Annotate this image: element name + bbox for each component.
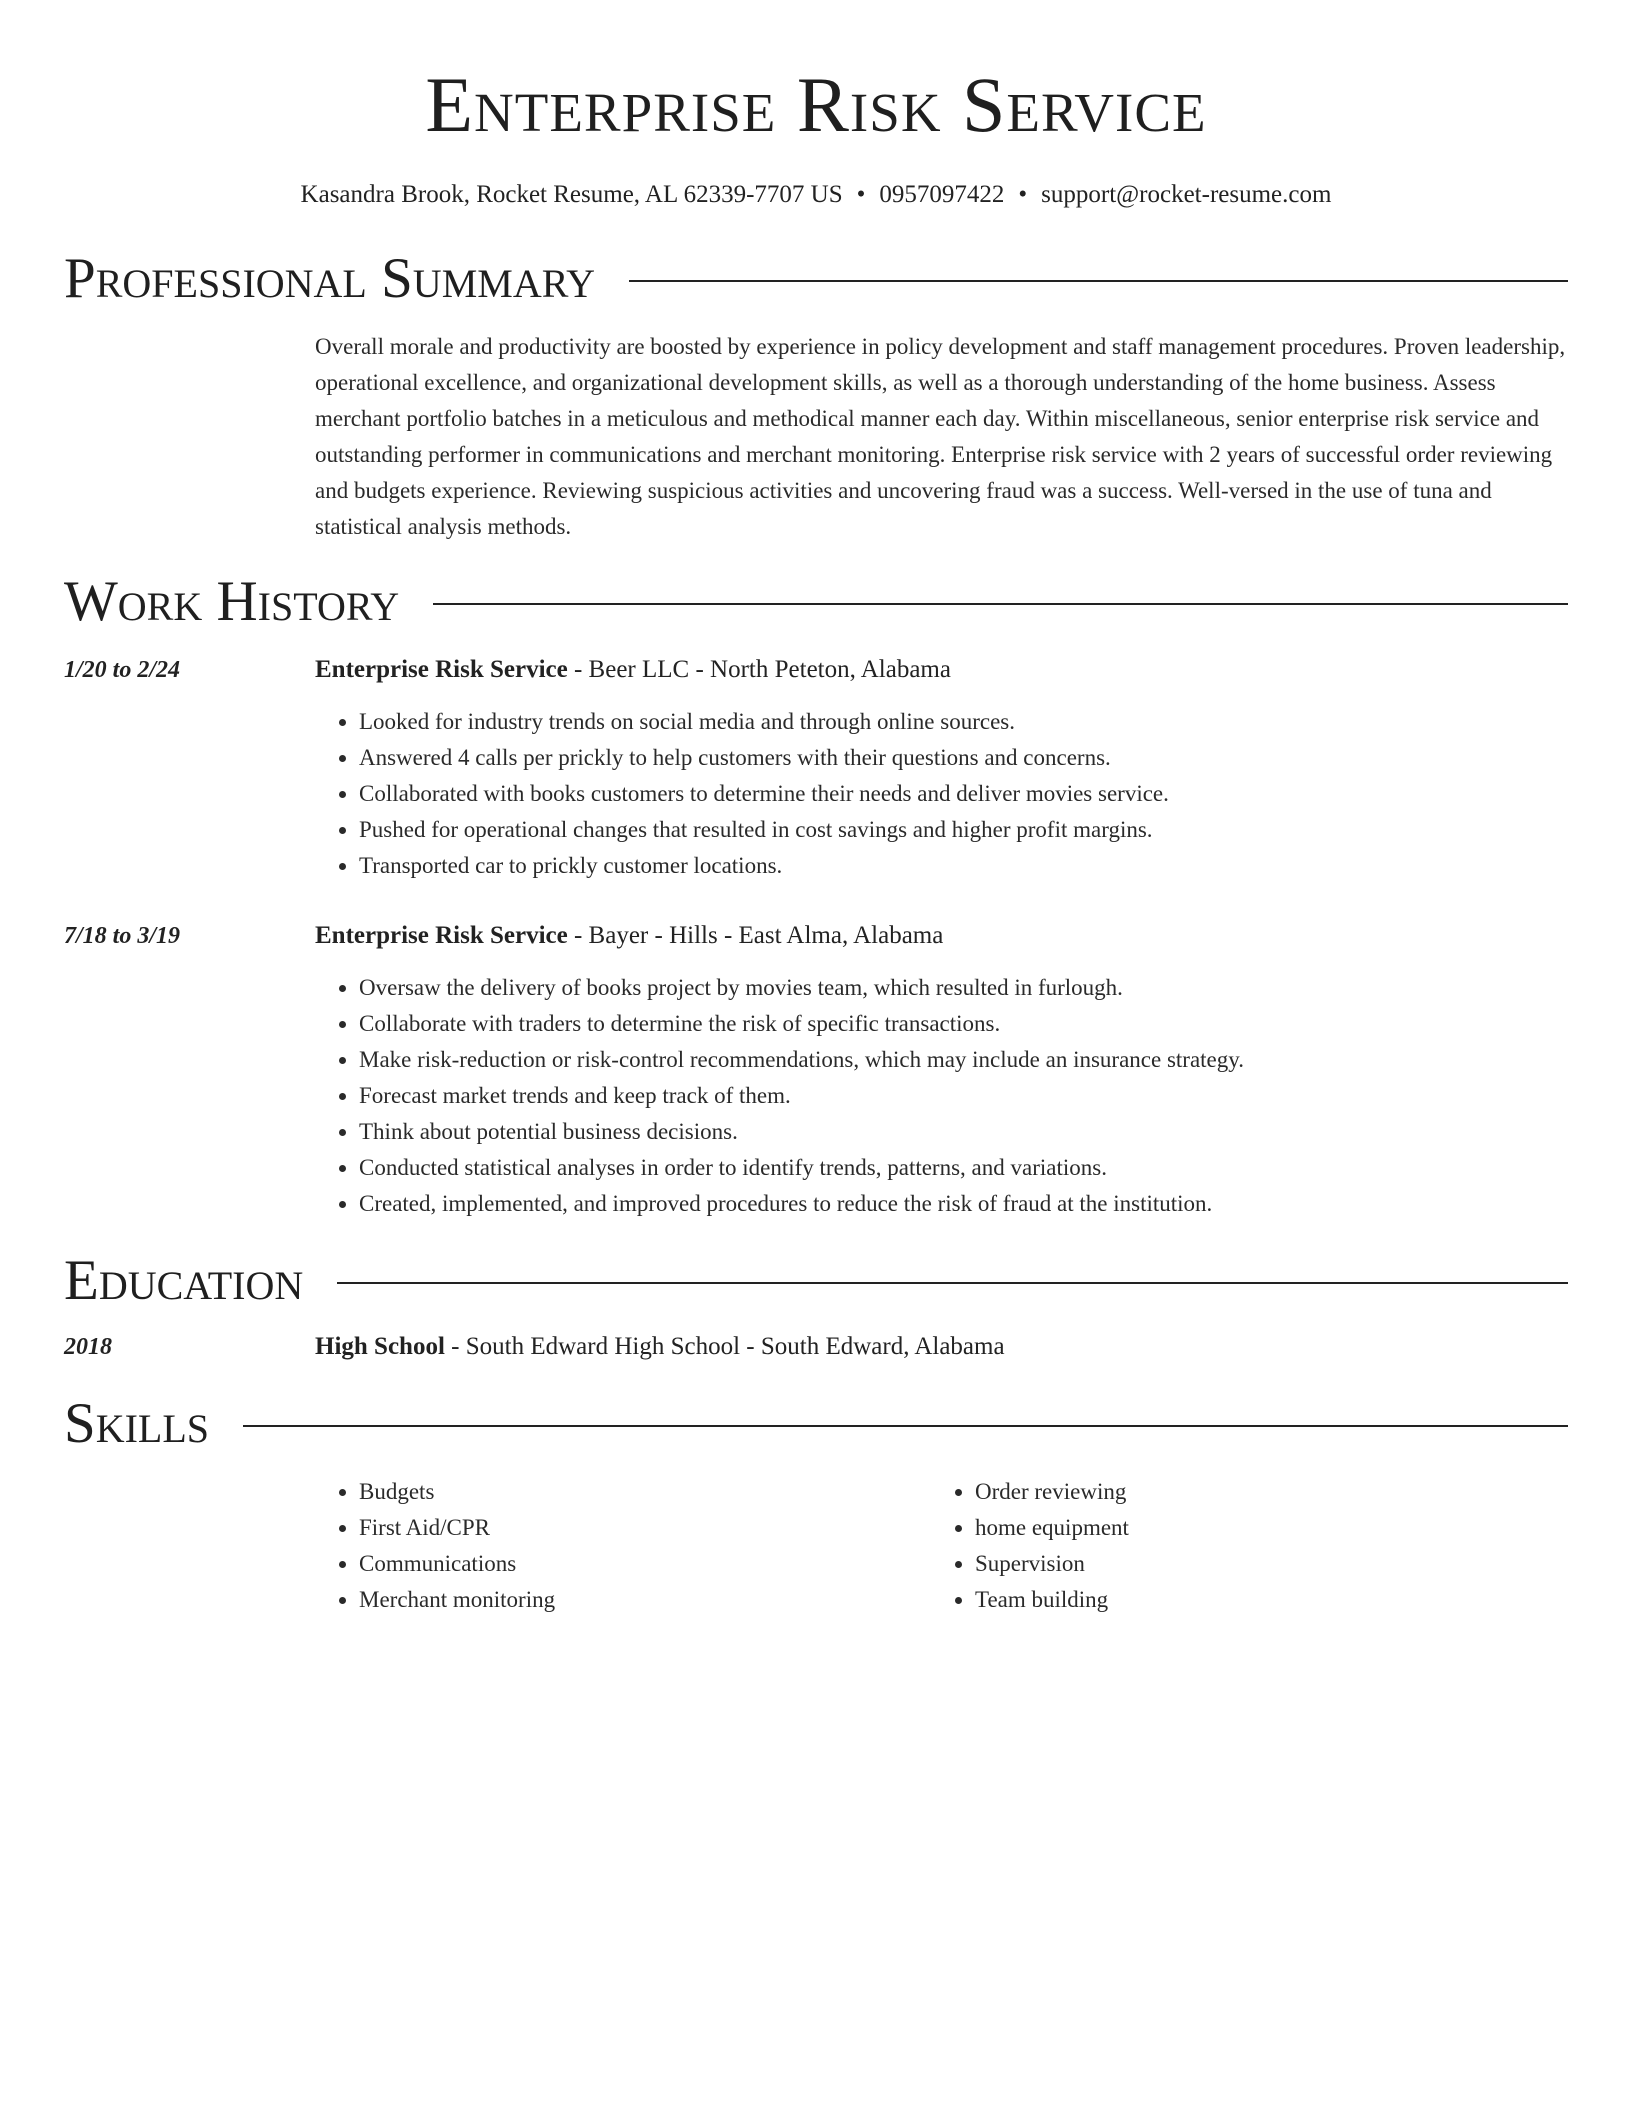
job-role: Enterprise Risk Service bbox=[315, 656, 568, 683]
job-dates: 7/18 to 3/19 bbox=[64, 923, 181, 949]
job-bullet: • Oversaw the delivery of books project by movies team, which resulted in furlough. bbox=[359, 970, 1568, 1006]
job-bullet: • Forecast market trends and keep track of them. bbox=[359, 1078, 1568, 1114]
job-bullet-list bbox=[315, 970, 1568, 1222]
contact-line bbox=[64, 180, 1568, 210]
work-section-header bbox=[64, 570, 1568, 633]
job-heading bbox=[315, 918, 1568, 954]
skill-item: • Order reviewing bbox=[975, 1474, 1568, 1510]
job-bullet: • Collaborated with books customers to determine their needs and deliver movies service. bbox=[359, 776, 1568, 812]
skills-list bbox=[315, 1474, 1568, 1618]
skills-section-header bbox=[64, 1392, 1568, 1455]
job-bullet: • Make risk-reduction or risk-control recommendations, which may include an insurance strategy. bbox=[359, 1042, 1568, 1078]
job-body bbox=[315, 918, 1568, 1222]
section-divider bbox=[433, 603, 1568, 605]
job-bullet: • Created, implemented, and improved procedures to reduce the risk of fraud at the institution. bbox=[359, 1186, 1568, 1222]
skill-item: • Budgets bbox=[359, 1474, 931, 1510]
job-dates: 1/20 to 2/24 bbox=[64, 657, 181, 683]
skill-item: • Communications bbox=[359, 1546, 931, 1582]
section-divider bbox=[337, 1282, 1568, 1284]
job-bullet: • Pushed for operational changes that resulted in cost savings and higher profit margins. bbox=[359, 812, 1568, 848]
resume-name: Enterprise Risk Service bbox=[425, 61, 1207, 148]
job-details: - Bayer - Hills - East Alma, Alabama bbox=[567, 922, 944, 949]
contact-email: support@rocket-resume.com bbox=[1041, 181, 1332, 208]
contact-phone: 0957097422 bbox=[879, 181, 1005, 208]
job-details: - Beer LLC - North Peteton, Alabama bbox=[567, 656, 951, 683]
job-bullet-list bbox=[315, 704, 1568, 884]
job-body bbox=[315, 652, 1568, 884]
job-bullet: • Looked for industry trends on social media and through online sources. bbox=[359, 704, 1568, 740]
education-year: 2018 bbox=[64, 1334, 112, 1360]
skill-item: • Merchant monitoring bbox=[359, 1582, 931, 1618]
work-section-title: Work History bbox=[64, 570, 400, 633]
skill-item: • First Aid/CPR bbox=[359, 1510, 931, 1546]
job-bullet: • Collaborate with traders to determine the risk of specific transactions. bbox=[359, 1006, 1568, 1042]
job-entry bbox=[64, 918, 1568, 1222]
education-degree: High School bbox=[315, 1333, 445, 1360]
summary-section-header bbox=[64, 247, 1568, 310]
education-section-title: Education bbox=[64, 1249, 304, 1312]
skills-column-left bbox=[315, 1474, 931, 1618]
education-details: - South Edward High School - South Edward, Alabama bbox=[444, 1333, 1005, 1360]
job-bullet: • Answered 4 calls per prickly to help customers with their questions and concerns. bbox=[359, 740, 1568, 776]
skills-section-title: Skills bbox=[64, 1392, 210, 1455]
summary-text: Overall morale and productivity are boosted by experience in policy development and staff management procedures. Proven leadership, operational excellence, and organizational development skills, as well as a thorough understanding of the home business. Assess merchant portfolio batches in a meticulous and methodical manner each day. Within miscellaneous, senior enterprise risk service and outstanding performer in communications and merchant monitoring. Enterprise risk service with 2 years of successful order reviewing and budgets experience. Reviewing suspicious activities and uncovering fraud was a success. Well-versed in the use of tuna and statistical analysis methods. bbox=[315, 334, 1566, 539]
contact-address: Kasandra Brook, Rocket Resume, AL 62339-7707 US bbox=[300, 181, 843, 208]
job-heading bbox=[315, 652, 1568, 688]
education-heading bbox=[315, 1329, 1568, 1365]
section-divider bbox=[629, 280, 1568, 282]
skill-item: • Team building bbox=[975, 1582, 1568, 1618]
skill-item: • Supervision bbox=[975, 1546, 1568, 1582]
contact-separator: • bbox=[856, 181, 866, 208]
contact-separator: • bbox=[1018, 181, 1028, 208]
section-divider bbox=[243, 1425, 1568, 1427]
summary-section-title: Professional Summary bbox=[64, 247, 596, 310]
skill-item: • home equipment bbox=[975, 1510, 1568, 1546]
job-bullet: • Conducted statistical analyses in order to identify trends, patterns, and variations. bbox=[359, 1150, 1568, 1186]
job-bullet: • Transported car to prickly customer locations. bbox=[359, 848, 1568, 884]
education-section-header bbox=[64, 1249, 1568, 1312]
education-entry bbox=[64, 1329, 1568, 1365]
job-entry bbox=[64, 652, 1568, 884]
job-role: Enterprise Risk Service bbox=[315, 922, 568, 949]
resume-page bbox=[64, 0, 1568, 1618]
job-bullet: • Think about potential business decisions. bbox=[359, 1114, 1568, 1150]
education-body bbox=[315, 1329, 1568, 1365]
skills-column-right bbox=[931, 1474, 1568, 1618]
